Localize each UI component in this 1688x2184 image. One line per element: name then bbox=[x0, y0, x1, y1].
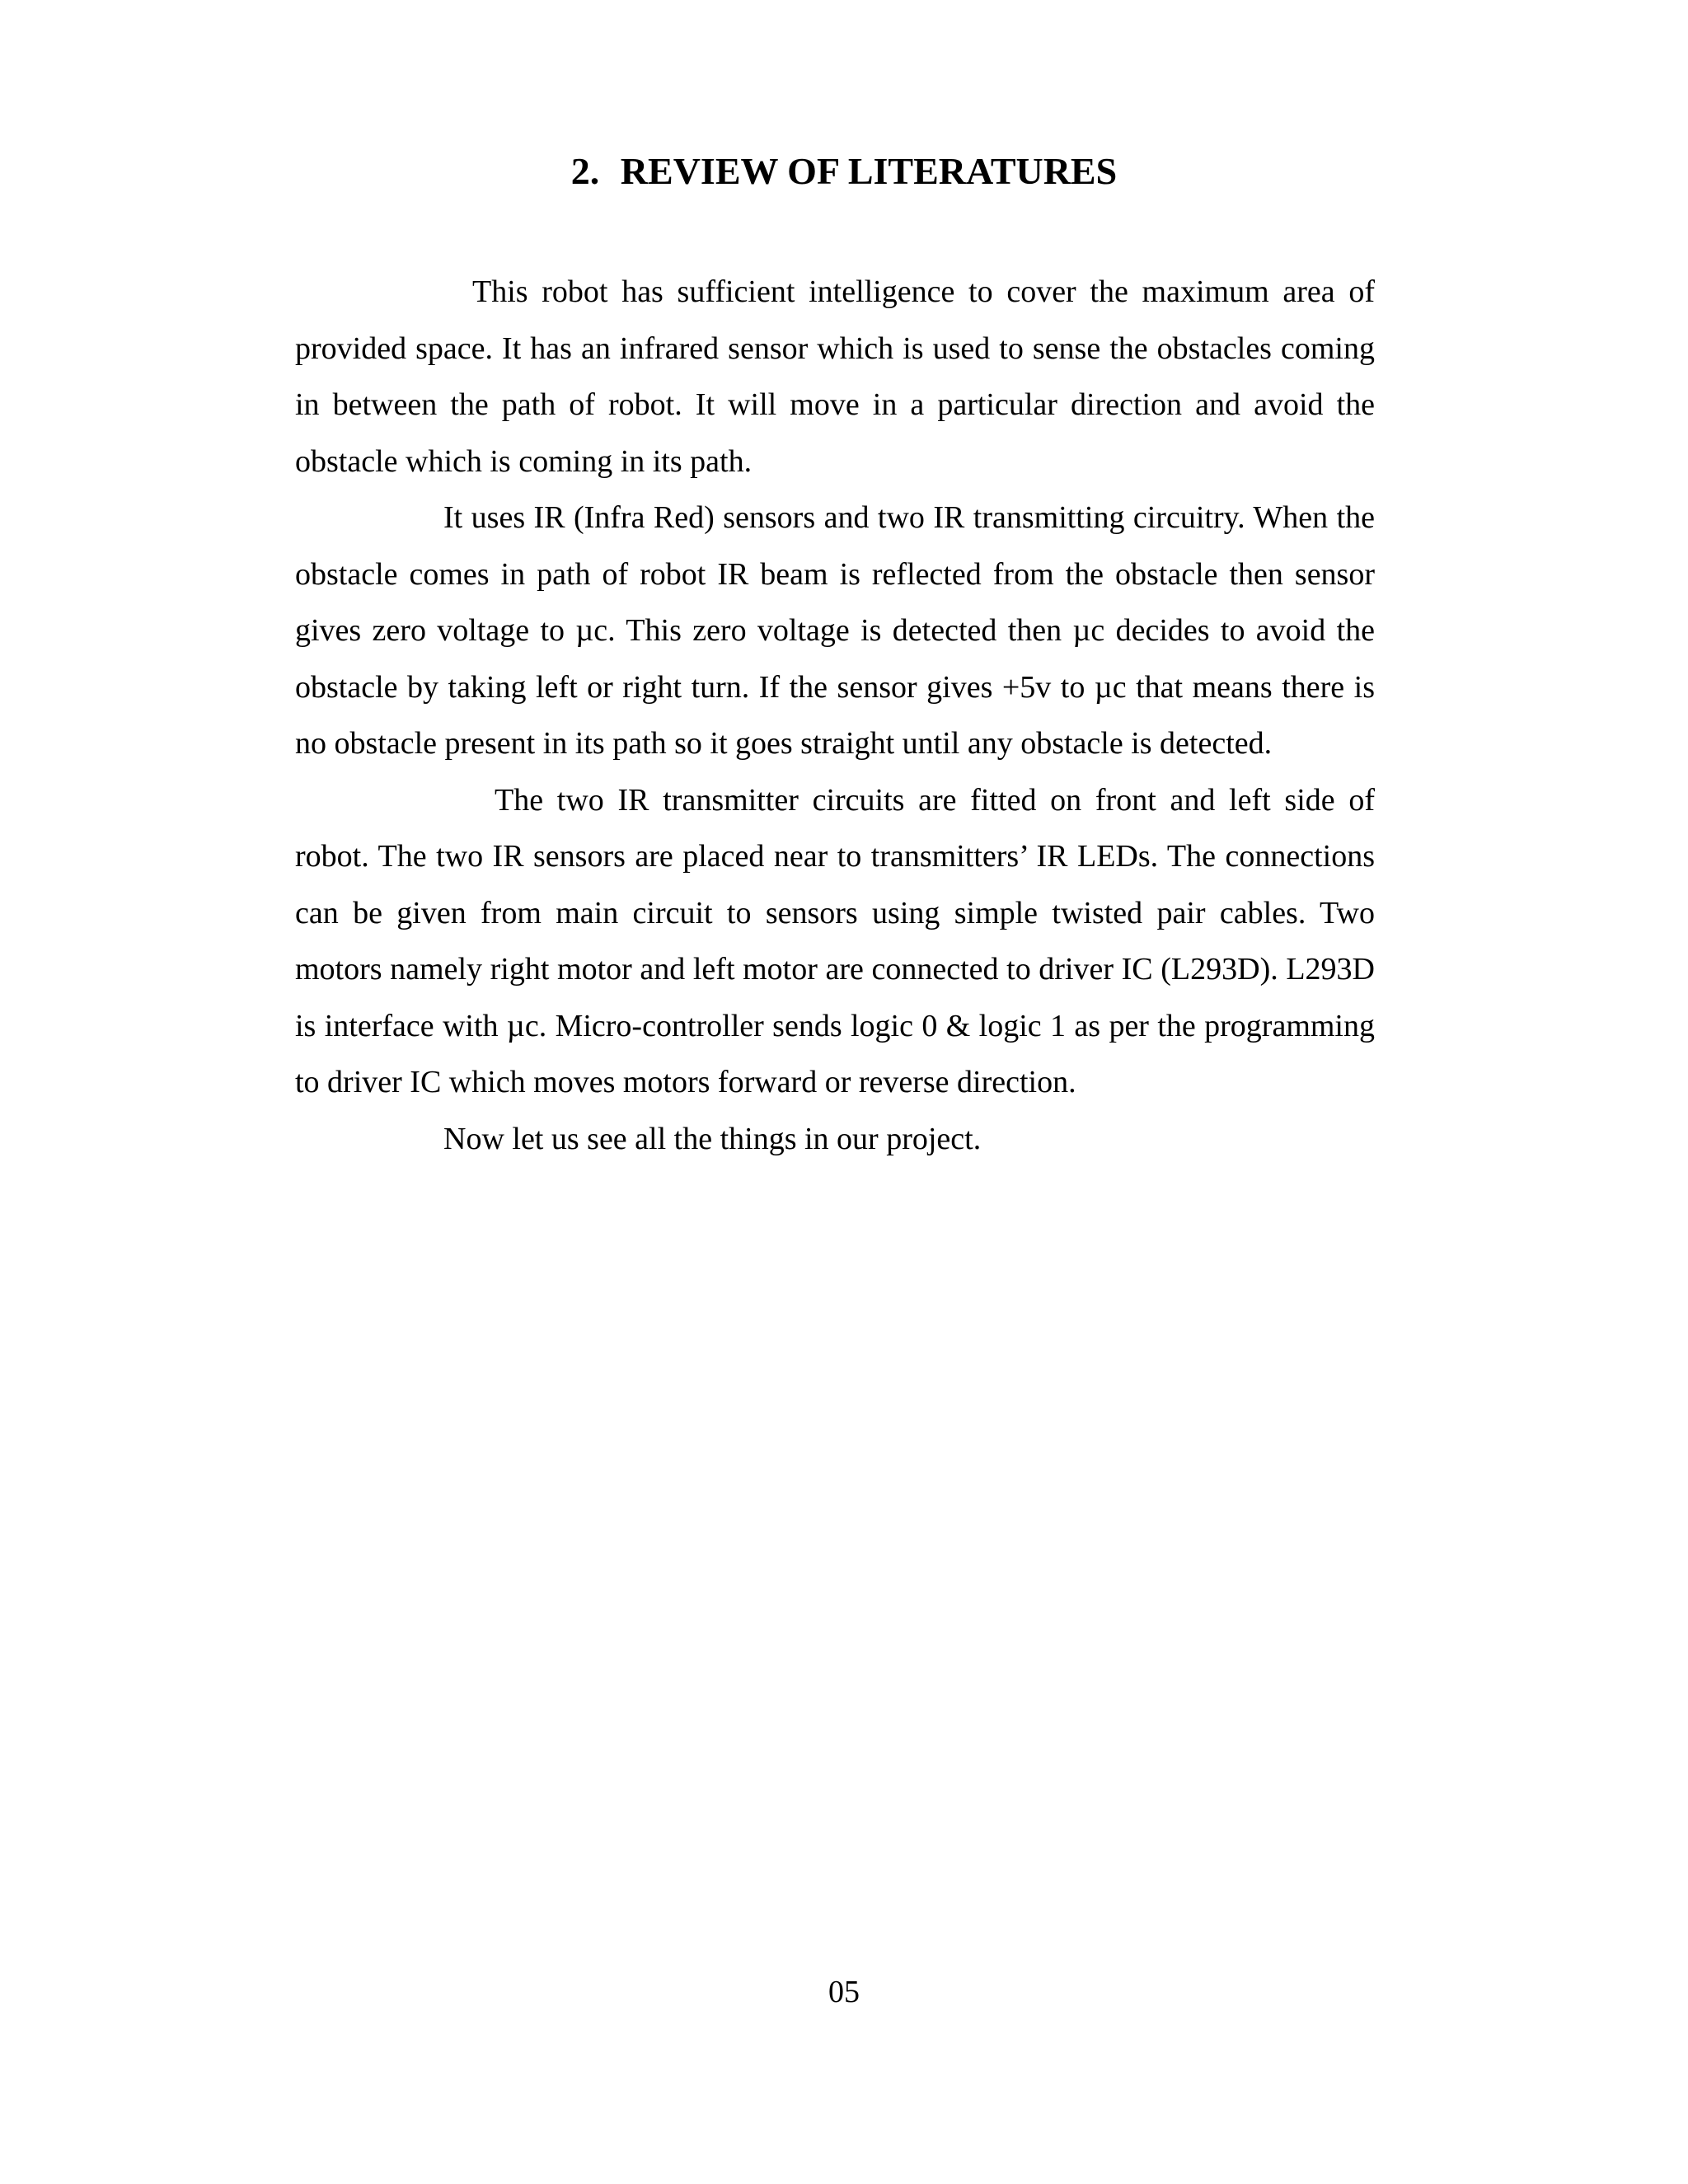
paragraph-1: This robot has sufficient intelligence to cover the maximum area of provided space. It has an infrared sensor which is used to sense the obstacles coming in between the path of robot. It will move in a particular direction and avoid the obstacle which is coming in its path. bbox=[295, 274, 1375, 479]
paragraph-2: It uses IR (Infra Red) sensors and two IR transmitting circuitry. When the obstacle comes in path of robot IR beam is reflected from the obstacle then sensor gives zero voltage to µc. This zero voltage is detected then µc decides to avoid the obstacle by taking left or right turn. If the sensor gives +5v to µc that means there is no obstacle present in its path so it goes straight until any obstacle is detected. bbox=[295, 500, 1375, 761]
paragraph-3: The two IR transmitter circuits are fitted on front and left side of robot. The two IR sensors are placed near to transmitters’ IR LEDs. The connections can be given from main circuit to sensors using simple twisted pair cables. Two motors namely right motor and left motor are connected to driver IC (L293D). L293D is interface with µc. Micro-controller sends logic 0 & logic 1 as per the programming to driver IC which moves motors forward or reverse direction. bbox=[295, 782, 1375, 1099]
section-number: 2. bbox=[570, 150, 600, 192]
body-text bbox=[295, 264, 1375, 1167]
page-number: 05 bbox=[828, 1975, 860, 2009]
paragraph-4: Now let us see all the things in our project. bbox=[443, 1121, 982, 1156]
section-title: REVIEW OF LITERATURES bbox=[620, 150, 1118, 192]
section-heading bbox=[0, 147, 1688, 196]
